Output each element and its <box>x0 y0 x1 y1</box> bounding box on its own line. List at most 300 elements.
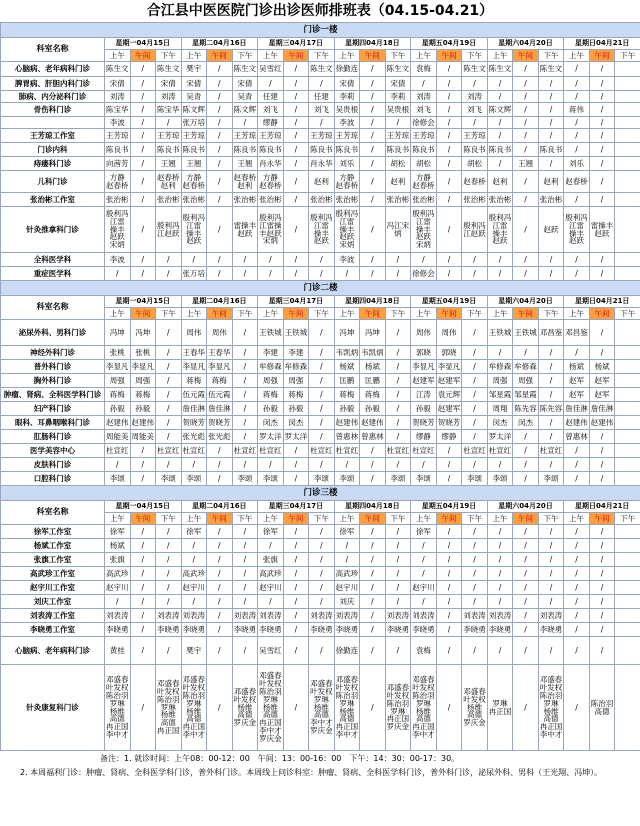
dept-name: 儿科门诊 <box>1 171 105 193</box>
doctor-cell: 韦凯炳 <box>334 346 360 360</box>
doctor-cell: 匡鹏 <box>334 374 360 388</box>
doctor-cell: / <box>589 623 615 637</box>
note-welfare: 2. 本周福利门诊：肿瘤、肾病、全科医学科门诊，普外科门诊。本周线上问诊科室：肿瘤、肾病、全科医学科门诊，普外科门诊，泌尿外科、男科（王光翔、冯坤）。 <box>20 768 603 777</box>
doctor-cell: 徐军 <box>181 525 207 539</box>
doctor-cell: / <box>589 567 615 581</box>
doctor-cell: / <box>385 525 411 539</box>
doctor-cell: 周强 <box>487 374 513 388</box>
doctor-cell: / <box>487 77 513 91</box>
doctor-cell: 孙毅 <box>130 402 156 416</box>
doctor-cell: / <box>564 143 590 157</box>
doctor-cell: 张治彬 <box>232 193 258 207</box>
doctor-cell: / <box>360 62 386 77</box>
doctor-cell: / <box>105 458 131 472</box>
doctor-cell: / <box>283 623 309 637</box>
doctor-cell: 刘涛 <box>156 91 182 103</box>
table-row <box>1 525 640 539</box>
doctor-cell: / <box>309 253 335 267</box>
doctor-cell: / <box>385 267 411 281</box>
doctor-cell: 邓盛春 叶发权 陈治羽 罗琳 杨维 高德 冉正国 <box>156 665 182 751</box>
doctor-cell: 李波 <box>105 253 131 267</box>
table-row <box>1 553 640 567</box>
empty-cell <box>615 416 640 430</box>
doctor-cell: 赵春桥 <box>564 171 590 193</box>
table-row <box>1 77 640 91</box>
doctor-cell: 李波 <box>334 117 360 129</box>
doctor-cell: / <box>232 525 258 539</box>
doctor-cell: 周伟 <box>181 320 207 346</box>
doctor-cell: / <box>589 444 615 458</box>
doctor-cell: / <box>130 253 156 267</box>
doctor-cell: / <box>411 539 437 553</box>
doctor-cell: 杜宣红 <box>334 444 360 458</box>
doctor-cell: 冯坤 <box>360 320 386 346</box>
doctor-cell: / <box>411 553 437 567</box>
shift-label: 下午 <box>232 308 258 320</box>
day-header-row <box>1 38 640 50</box>
doctor-cell: / <box>309 539 335 553</box>
doctor-cell: / <box>513 553 539 567</box>
table-row <box>1 267 640 281</box>
doctor-cell: / <box>462 320 488 346</box>
doctor-cell: / <box>283 595 309 609</box>
doctor-cell: 肖永华 <box>258 157 284 171</box>
doctor-cell: / <box>283 525 309 539</box>
doctor-cell: / <box>207 458 233 472</box>
doctor-cell: 殷利冯 江雷操 丰赵跃 宋炳 <box>258 207 284 253</box>
doctor-cell: / <box>589 77 615 91</box>
doctor-cell: / <box>436 553 462 567</box>
doctor-cell: 陈良书 <box>538 143 564 157</box>
shift-label: 上午 <box>105 308 131 320</box>
dept-name: 徐军工作室 <box>1 525 105 539</box>
doctor-cell: / <box>564 444 590 458</box>
doctor-cell: 赵建伟 <box>334 416 360 430</box>
schedule-title: 合江县中医医院门诊出诊医师排班表（04.15-04.21） <box>146 3 494 19</box>
doctor-cell: 蒋梅 <box>360 388 386 402</box>
doctor-cell: 李晓勇 <box>334 623 360 637</box>
doctor-cell: 王芳琼 <box>334 129 360 143</box>
doctor-cell: / <box>181 253 207 267</box>
doctor-cell: / <box>130 609 156 623</box>
doctor-cell: 吴雪红 <box>258 62 284 77</box>
table-row <box>1 157 640 171</box>
dept-name: 心脑病、老年病科门诊 <box>1 62 105 77</box>
doctor-cell: 宋倩 <box>385 77 411 91</box>
doctor-cell: 周强 <box>258 374 284 388</box>
table-row <box>1 346 640 360</box>
doctor-cell: / <box>385 388 411 402</box>
doctor-cell: / <box>436 665 462 751</box>
doctor-cell: / <box>538 581 564 595</box>
doctor-cell: / <box>564 553 590 567</box>
doctor-cell: / <box>283 117 309 129</box>
doctor-cell: / <box>589 472 615 486</box>
doctor-cell: / <box>130 665 156 751</box>
doctor-cell: / <box>130 62 156 77</box>
shift-label: 午间 <box>436 50 462 62</box>
dept-name: 眼科、耳鼻咽喉科门诊 <box>1 416 105 430</box>
doctor-cell: 周伟 <box>207 320 233 346</box>
doctor-cell: / <box>156 402 182 416</box>
doctor-cell: / <box>130 623 156 637</box>
doctor-cell: / <box>105 267 131 281</box>
empty-cell <box>615 207 640 253</box>
doctor-cell: / <box>360 143 386 157</box>
doctor-cell: 李显凡 <box>105 360 131 374</box>
dept-name: 高武珍工作室 <box>1 567 105 581</box>
doctor-cell: / <box>232 567 258 581</box>
doctor-cell: / <box>589 458 615 472</box>
doctor-cell: / <box>232 553 258 567</box>
dept-name: 王芳琼工作室 <box>1 129 105 143</box>
doctor-cell: 冯江宋 炳 <box>385 207 411 253</box>
doctor-cell: / <box>411 567 437 581</box>
doctor-cell: / <box>130 581 156 595</box>
doctor-cell: 刘飞 <box>462 103 488 117</box>
table-row <box>1 637 640 665</box>
doctor-cell: 邓盛春 叶发权 罗琳 杨维 高德 李中才 罗庆金 <box>309 665 335 751</box>
doctor-cell: 周强 <box>283 374 309 388</box>
doctor-cell: / <box>462 567 488 581</box>
shift-label: 午间 <box>513 50 539 62</box>
day-header: 星期二04月16日 <box>181 38 258 50</box>
doctor-cell: 刘表涛 <box>385 609 411 623</box>
floor-title: 门诊二楼 <box>1 281 640 296</box>
shift-label: 上午 <box>258 308 284 320</box>
doctor-cell: / <box>309 388 335 402</box>
doctor-cell: / <box>538 77 564 91</box>
doctor-cell: / <box>564 62 590 77</box>
doctor-cell: / <box>538 637 564 665</box>
doctor-cell: 方静 赵春桥 <box>334 171 360 193</box>
doctor-cell: 吴青 <box>181 91 207 103</box>
doctor-cell: / <box>513 665 539 751</box>
doctor-cell: 赵军 <box>589 388 615 402</box>
doctor-cell: / <box>564 346 590 360</box>
doctor-cell: / <box>411 253 437 267</box>
doctor-cell: 陈良书 <box>411 143 437 157</box>
doctor-cell: 张万培 <box>181 267 207 281</box>
doctor-cell: 刘庆 <box>334 595 360 609</box>
doctor-cell: 陈良书 <box>156 143 182 157</box>
dept-name: 重症医学科 <box>1 267 105 281</box>
table-row <box>1 609 640 623</box>
doctor-cell: / <box>283 581 309 595</box>
doctor-cell: / <box>513 91 539 103</box>
shift-label: 午间 <box>283 308 309 320</box>
shift-label: 上午 <box>564 513 590 525</box>
doctor-cell: 陈良书 <box>258 143 284 157</box>
dept-name: 针灸康复科门诊 <box>1 665 105 751</box>
doctor-cell: 邓盛春 叶发权 陈治羽 罗琳 杨维 高德 冉正国 李中才 <box>411 665 437 751</box>
doctor-cell: 孙毅 <box>105 402 131 416</box>
doctor-cell: / <box>309 416 335 430</box>
doctor-cell: / <box>360 117 386 129</box>
doctor-cell: / <box>207 444 233 458</box>
dept-name: 肿瘤、肾病、全科医学科门诊 <box>1 388 105 402</box>
doctor-cell: 赵利 <box>487 171 513 193</box>
day-header: 星期五04月19日 <box>411 501 488 513</box>
doctor-cell: / <box>207 637 233 665</box>
doctor-cell: / <box>513 129 539 143</box>
day-header: 星期四04月18日 <box>334 501 411 513</box>
doctor-cell: 王翘 <box>513 157 539 171</box>
doctor-cell: 闵杰 <box>283 416 309 430</box>
empty-cell <box>615 665 640 751</box>
doctor-cell: / <box>360 157 386 171</box>
doctor-cell: 张旗 <box>105 553 131 567</box>
empty-cell <box>615 539 640 553</box>
doctor-cell: / <box>564 609 590 623</box>
shift-label: 上午 <box>411 513 437 525</box>
doctor-cell: 吴雪红 <box>258 637 284 665</box>
shift-label: 午间 <box>130 50 156 62</box>
table-row <box>1 444 640 458</box>
doctor-cell: / <box>156 539 182 553</box>
doctor-cell: 蒋梅 <box>181 374 207 388</box>
empty-cell <box>615 374 640 388</box>
empty-cell <box>615 157 640 171</box>
doctor-cell: / <box>487 539 513 553</box>
doctor-cell: 詹佳淋 <box>589 402 615 416</box>
doctor-cell: / <box>309 553 335 567</box>
doctor-cell: 胡松 <box>462 157 488 171</box>
doctor-cell: / <box>130 458 156 472</box>
doctor-cell: / <box>156 595 182 609</box>
day-header: 星期六04月20日 <box>487 296 564 308</box>
empty-cell <box>615 360 640 374</box>
doctor-cell: 刘表涛 <box>487 609 513 623</box>
doctor-cell: 曾惠林 <box>360 430 386 444</box>
doctor-cell: / <box>411 458 437 472</box>
note-hours: 备注：1. 就诊时间：上午08：00-12：00 午间：13：00-16：00 下午：14：30：00-17：30。 <box>100 754 460 763</box>
doctor-cell: / <box>309 267 335 281</box>
doctor-cell: / <box>156 267 182 281</box>
doctor-cell: / <box>513 567 539 581</box>
doctor-cell: 刘表涛 <box>334 609 360 623</box>
doctor-cell: 徐勤连 <box>334 62 360 77</box>
doctor-cell: 王芳琼 <box>156 129 182 143</box>
doctor-cell: 牟修森 <box>513 360 539 374</box>
doctor-cell: 刘乐 <box>334 157 360 171</box>
doctor-cell: / <box>436 595 462 609</box>
doctor-cell: / <box>564 253 590 267</box>
doctor-cell: 陈良书 <box>232 143 258 157</box>
doctor-cell: / <box>411 77 437 91</box>
doctor-cell: 王铁城 <box>258 320 284 346</box>
doctor-cell: / <box>513 103 539 117</box>
doctor-cell: / <box>360 525 386 539</box>
doctor-cell: 王芳琼 <box>181 129 207 143</box>
doctor-cell: / <box>462 553 488 567</box>
doctor-cell: 蒋梅 <box>105 388 131 402</box>
doctor-cell: / <box>385 360 411 374</box>
doctor-cell: / <box>385 117 411 129</box>
doctor-cell: / <box>156 360 182 374</box>
doctor-cell: / <box>487 157 513 171</box>
doctor-cell: / <box>283 253 309 267</box>
doctor-cell: / <box>436 117 462 129</box>
doctor-cell: / <box>207 609 233 623</box>
shift-label: 午间 <box>130 513 156 525</box>
doctor-cell: 蒋伟 <box>564 103 590 117</box>
doctor-cell: / <box>462 430 488 444</box>
doctor-cell: 刘表涛 <box>181 609 207 623</box>
doctor-cell: / <box>130 171 156 193</box>
doctor-cell: / <box>130 77 156 91</box>
doctor-cell: 雷操丰 赵跃 <box>232 207 258 253</box>
doctor-cell: / <box>130 267 156 281</box>
table-row <box>1 595 640 609</box>
table-row <box>1 623 640 637</box>
doctor-cell: / <box>462 539 488 553</box>
doctor-cell: 胡松 <box>385 157 411 171</box>
day-header: 星期四04月18日 <box>334 38 411 50</box>
day-header: 星期五04月19日 <box>411 296 488 308</box>
doctor-cell: / <box>156 388 182 402</box>
doctor-cell: / <box>283 77 309 91</box>
doctor-cell: 肖永华 <box>309 157 335 171</box>
doctor-cell: 陈文辉 <box>487 103 513 117</box>
doctor-cell: / <box>283 62 309 77</box>
doctor-cell: / <box>283 444 309 458</box>
empty-cell <box>615 444 640 458</box>
doctor-cell: 闵杰 <box>258 416 284 430</box>
doctor-cell: / <box>232 581 258 595</box>
doctor-cell: / <box>462 360 488 374</box>
doctor-cell: 曾惠林 <box>564 430 590 444</box>
doctor-cell: 陈文辉 <box>232 103 258 117</box>
doctor-cell: / <box>436 157 462 171</box>
doctor-cell: / <box>283 193 309 207</box>
doctor-cell: / <box>513 171 539 193</box>
shift-label: 下午 <box>462 50 488 62</box>
shift-label: 上午 <box>564 50 590 62</box>
doctor-cell: 李晓勇 <box>411 623 437 637</box>
doctor-cell: / <box>589 609 615 623</box>
doctor-cell: / <box>360 567 386 581</box>
doctor-cell: 张治彬 <box>487 193 513 207</box>
doctor-cell: / <box>564 525 590 539</box>
doctor-cell: / <box>207 117 233 129</box>
doctor-cell: / <box>487 525 513 539</box>
shift-label: 午间 <box>589 50 615 62</box>
doctor-cell: / <box>309 595 335 609</box>
empty-cell <box>615 193 640 207</box>
doctor-cell: 贺晓芳 <box>411 416 437 430</box>
doctor-cell: 陈文辉 <box>181 103 207 117</box>
doctor-cell: / <box>207 62 233 77</box>
doctor-cell: / <box>436 77 462 91</box>
doctor-cell: / <box>462 77 488 91</box>
doctor-cell: 赵建军 <box>436 374 462 388</box>
doctor-cell: / <box>207 553 233 567</box>
doctor-cell: / <box>232 402 258 416</box>
dept-name: 皮肤科门诊 <box>1 458 105 472</box>
doctor-cell: / <box>207 77 233 91</box>
doctor-cell: / <box>207 595 233 609</box>
doctor-cell: / <box>207 623 233 637</box>
table-row <box>1 458 640 472</box>
doctor-cell: 冯坤 <box>334 320 360 346</box>
doctor-cell: 高武珍 <box>258 567 284 581</box>
doctor-cell: 向茜芳 <box>105 157 131 171</box>
doctor-cell: 张治彬 <box>385 193 411 207</box>
doctor-cell: / <box>513 525 539 539</box>
doctor-cell: / <box>232 430 258 444</box>
doctor-cell: / <box>360 444 386 458</box>
doctor-cell: / <box>156 374 182 388</box>
doctor-cell: 邓盛春 叶发权 陈治羽 罗琳 杨维 高德 冉正国 李中才 罗庆金 <box>258 665 284 751</box>
doctor-cell: / <box>538 539 564 553</box>
doctor-cell: 张桃 <box>105 346 131 360</box>
doctor-cell: / <box>283 157 309 171</box>
doctor-cell: 雷操丰 赵跃 <box>589 207 615 253</box>
doctor-cell: 高武珍 <box>334 567 360 581</box>
doctor-cell: 孙毅 <box>411 402 437 416</box>
doctor-cell: 袁梅 <box>411 62 437 77</box>
doctor-cell: 张治彬 <box>309 193 335 207</box>
doctor-cell: 刘涛 <box>411 91 437 103</box>
shift-label: 上午 <box>411 50 437 62</box>
doctor-cell: 李建 <box>258 346 284 360</box>
doctor-cell: / <box>334 458 360 472</box>
empty-cell <box>615 143 640 157</box>
doctor-cell: 殷利冯 江赵跃 <box>156 207 182 253</box>
doctor-cell: / <box>564 472 590 486</box>
doctor-cell: / <box>283 267 309 281</box>
table-row <box>1 402 640 416</box>
doctor-cell: 陈生文 <box>105 62 131 77</box>
dept-name: 肛肠科门诊 <box>1 430 105 444</box>
doctor-cell: 陈生文 <box>309 62 335 77</box>
doctor-cell: / <box>564 193 590 207</box>
dept-name: 痔瘘科门诊 <box>1 157 105 171</box>
doctor-cell: / <box>538 525 564 539</box>
doctor-cell: / <box>513 62 539 77</box>
doctor-cell: / <box>385 374 411 388</box>
doctor-cell: / <box>232 253 258 267</box>
doctor-cell: 牟修森 <box>487 360 513 374</box>
doctor-cell: / <box>513 193 539 207</box>
shift-label: 下午 <box>309 50 335 62</box>
doctor-cell: 宋倩 <box>181 77 207 91</box>
doctor-cell: / <box>130 472 156 486</box>
dept-name: 赵宇川工作室 <box>1 581 105 595</box>
dept-name: 针灸推拿科门诊 <box>1 207 105 253</box>
empty-cell <box>615 609 640 623</box>
doctor-cell: 刘飞 <box>258 103 284 117</box>
table-row <box>1 207 640 253</box>
dept-header: 科室名称 <box>1 501 105 525</box>
doctor-cell: 李波 <box>105 117 131 129</box>
empty-cell <box>615 388 640 402</box>
doctor-cell: 任建 <box>309 91 335 103</box>
doctor-cell: 张治彬 <box>105 193 131 207</box>
doctor-cell: 邓盛春 叶发权 杨维 高德 罗庆金 <box>462 665 488 751</box>
empty-cell <box>615 320 640 346</box>
doctor-cell: 杜宣红 <box>156 444 182 458</box>
doctor-cell: / <box>436 253 462 267</box>
doctor-cell: 方静 赵春桥 <box>105 171 131 193</box>
empty-cell <box>615 91 640 103</box>
doctor-cell: 徐勤连 <box>334 637 360 665</box>
table-row <box>1 91 640 103</box>
dept-name: 张旗工作室 <box>1 553 105 567</box>
doctor-cell: / <box>283 207 309 253</box>
doctor-cell: 邹星霞 <box>513 388 539 402</box>
